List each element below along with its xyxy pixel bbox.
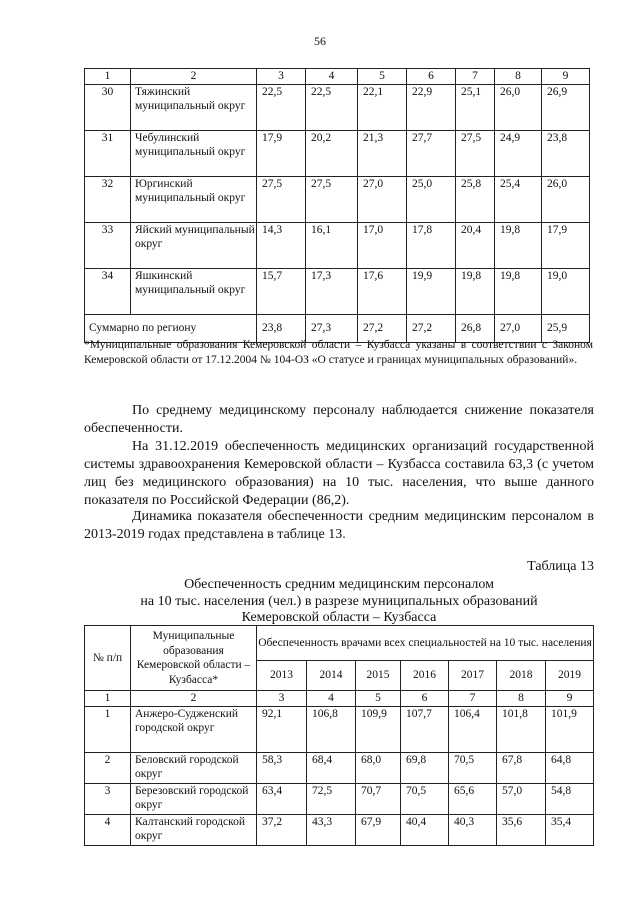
value-cell: 17,0 bbox=[358, 222, 407, 268]
value-cell: 25,4 bbox=[495, 176, 542, 222]
column-number: 5 bbox=[356, 691, 401, 707]
value-cell: 65,6 bbox=[449, 783, 497, 814]
column-number: 8 bbox=[495, 69, 542, 85]
value-cell: 26,9 bbox=[542, 84, 590, 130]
year-header: 2015 bbox=[356, 661, 401, 691]
table-caption-line-2: на 10 тыс. населения (чел.) в разрезе муниципальных образований bbox=[140, 594, 538, 609]
value-cell: 27,7 bbox=[407, 130, 456, 176]
value-cell: 106,4 bbox=[449, 706, 497, 752]
value-cell: 27,5 bbox=[456, 130, 495, 176]
column-number: 7 bbox=[456, 69, 495, 85]
value-cell: 19,8 bbox=[495, 268, 542, 314]
value-cell: 68,4 bbox=[307, 752, 356, 783]
value-cell: 26,0 bbox=[495, 84, 542, 130]
value-cell: 17,9 bbox=[257, 130, 306, 176]
row-number: 2 bbox=[85, 752, 131, 783]
value-cell: 16,1 bbox=[306, 222, 358, 268]
value-cell: 54,8 bbox=[546, 783, 594, 814]
value-cell: 107,7 bbox=[401, 706, 449, 752]
row-number: 34 bbox=[85, 268, 131, 314]
row-number: 1 bbox=[85, 706, 131, 752]
value-cell: 37,2 bbox=[257, 814, 307, 845]
value-cell: 22,5 bbox=[306, 84, 358, 130]
value-cell: 106,8 bbox=[307, 706, 356, 752]
header-group: Обеспеченность врачами всех специальностей на 10 тыс. населения bbox=[257, 626, 594, 661]
table-row bbox=[85, 176, 590, 222]
year-header: 2013 bbox=[257, 661, 307, 691]
total-value: 26,8 bbox=[456, 314, 495, 342]
header-municipality: Муниципальные образования Кемеровской области – Кузбасса* bbox=[131, 626, 257, 691]
header-number-row bbox=[85, 691, 594, 707]
column-number: 6 bbox=[401, 691, 449, 707]
table-caption-line-3: Кемеровской области – Кузбасса bbox=[241, 610, 437, 625]
value-cell: 27,5 bbox=[257, 176, 306, 222]
footnote: *Муниципальные образования Кемеровской области – Кузбасса указаны в соответствии с Законом Кемеровской области от 17.12.2004 № 104-ОЗ «О статусе и границах муниципальных образований». bbox=[84, 339, 593, 366]
municipality-name: Тяжинский муниципальный округ bbox=[131, 84, 257, 130]
column-number: 9 bbox=[546, 691, 594, 707]
value-cell: 19,9 bbox=[407, 268, 456, 314]
municipality-name: Березовский городской округ bbox=[131, 783, 257, 814]
table-row bbox=[85, 268, 590, 314]
value-cell: 22,1 bbox=[358, 84, 407, 130]
value-cell: 22,9 bbox=[407, 84, 456, 130]
table-row bbox=[85, 752, 594, 783]
table-row bbox=[85, 130, 590, 176]
table-row bbox=[85, 814, 594, 845]
value-cell: 43,3 bbox=[307, 814, 356, 845]
year-header: 2016 bbox=[401, 661, 449, 691]
column-number: 2 bbox=[131, 691, 257, 707]
total-value: 27,3 bbox=[306, 314, 358, 342]
table-caption-line-1: Обеспеченность средним медицинским персоналом bbox=[184, 577, 494, 592]
paragraph-1: По среднему медицинскому персоналу наблюдается снижение показателя обеспеченности. bbox=[84, 403, 594, 436]
row-number: 32 bbox=[85, 176, 131, 222]
column-number: 2 bbox=[131, 69, 257, 85]
value-cell: 68,0 bbox=[356, 752, 401, 783]
value-cell: 21,3 bbox=[358, 130, 407, 176]
total-value: 27,2 bbox=[407, 314, 456, 342]
table-row bbox=[85, 84, 590, 130]
year-header: 2017 bbox=[449, 661, 497, 691]
value-cell: 24,9 bbox=[495, 130, 542, 176]
value-cell: 26,0 bbox=[542, 176, 590, 222]
column-number: 7 bbox=[449, 691, 497, 707]
value-cell: 58,3 bbox=[257, 752, 307, 783]
column-number: 3 bbox=[257, 69, 306, 85]
value-cell: 19,8 bbox=[456, 268, 495, 314]
municipality-name: Чебулинский муниципальный округ bbox=[131, 130, 257, 176]
page-number: 56 bbox=[314, 34, 326, 48]
header-number-row bbox=[85, 69, 590, 85]
value-cell: 70,7 bbox=[356, 783, 401, 814]
column-number: 4 bbox=[306, 69, 358, 85]
row-number: 33 bbox=[85, 222, 131, 268]
value-cell: 20,4 bbox=[456, 222, 495, 268]
value-cell: 57,0 bbox=[497, 783, 546, 814]
table-row bbox=[85, 783, 594, 814]
column-number: 8 bbox=[497, 691, 546, 707]
continuation-table bbox=[84, 68, 590, 343]
table-row bbox=[85, 222, 590, 268]
value-cell: 25,8 bbox=[456, 176, 495, 222]
value-cell: 19,0 bbox=[542, 268, 590, 314]
value-cell: 14,3 bbox=[257, 222, 306, 268]
total-label: Суммарно по региону bbox=[85, 314, 257, 342]
municipality-name: Беловский городской округ bbox=[131, 752, 257, 783]
total-value: 27,2 bbox=[358, 314, 407, 342]
municipality-name: Калтанский городской округ bbox=[131, 814, 257, 845]
paragraph-2: На 31.12.2019 обеспеченность медицинских организаций государственной системы здравоохранения Кемеровской области – Кузбасса составила 63,3 (с учетом лиц без медицинского образования) на 10 тыс. населения, что выше данного показателя по Российской Федерации (86,2). bbox=[84, 439, 594, 508]
value-cell: 35,6 bbox=[497, 814, 546, 845]
value-cell: 70,5 bbox=[401, 783, 449, 814]
row-number: 3 bbox=[85, 783, 131, 814]
value-cell: 22,5 bbox=[257, 84, 306, 130]
table-row bbox=[85, 706, 594, 752]
year-header: 2018 bbox=[497, 661, 546, 691]
column-number: 5 bbox=[358, 69, 407, 85]
row-number: 30 bbox=[85, 84, 131, 130]
value-cell: 101,8 bbox=[497, 706, 546, 752]
value-cell: 72,5 bbox=[307, 783, 356, 814]
value-cell: 17,6 bbox=[358, 268, 407, 314]
value-cell: 17,3 bbox=[306, 268, 358, 314]
value-cell: 70,5 bbox=[449, 752, 497, 783]
value-cell: 27,0 bbox=[358, 176, 407, 222]
value-cell: 67,8 bbox=[497, 752, 546, 783]
total-value: 25,9 bbox=[542, 314, 590, 342]
value-cell: 35,4 bbox=[546, 814, 594, 845]
value-cell: 40,4 bbox=[401, 814, 449, 845]
municipality-name: Яйский муниципальный округ bbox=[131, 222, 257, 268]
paragraph-3: Динамика показателя обеспеченности средним медицинским персоналом в 2013-2019 годах представлена в таблице 13. bbox=[84, 509, 594, 542]
column-number: 1 bbox=[85, 69, 131, 85]
municipality-name: Юргинский муниципальный округ bbox=[131, 176, 257, 222]
value-cell: 25,0 bbox=[407, 176, 456, 222]
value-cell: 109,9 bbox=[356, 706, 401, 752]
year-header: 2019 bbox=[546, 661, 594, 691]
value-cell: 17,9 bbox=[542, 222, 590, 268]
column-number: 4 bbox=[307, 691, 356, 707]
value-cell: 20,2 bbox=[306, 130, 358, 176]
header-num: № п/п bbox=[85, 626, 131, 691]
value-cell: 92,1 bbox=[257, 706, 307, 752]
row-number: 4 bbox=[85, 814, 131, 845]
value-cell: 25,1 bbox=[456, 84, 495, 130]
column-number: 9 bbox=[542, 69, 590, 85]
municipality-name: Анжеро-Судженский городской округ bbox=[131, 706, 257, 752]
staffing-table bbox=[84, 625, 594, 846]
total-value: 27,0 bbox=[495, 314, 542, 342]
year-header: 2014 bbox=[307, 661, 356, 691]
value-cell: 17,8 bbox=[407, 222, 456, 268]
value-cell: 19,8 bbox=[495, 222, 542, 268]
table-label: Таблица 13 bbox=[527, 559, 594, 574]
total-value: 23,8 bbox=[257, 314, 306, 342]
value-cell: 101,9 bbox=[546, 706, 594, 752]
value-cell: 27,5 bbox=[306, 176, 358, 222]
value-cell: 23,8 bbox=[542, 130, 590, 176]
value-cell: 15,7 bbox=[257, 268, 306, 314]
column-number: 3 bbox=[257, 691, 307, 707]
row-number: 31 bbox=[85, 130, 131, 176]
value-cell: 64,8 bbox=[546, 752, 594, 783]
column-number: 6 bbox=[407, 69, 456, 85]
value-cell: 63,4 bbox=[257, 783, 307, 814]
municipality-name: Яшкинский муниципальный округ bbox=[131, 268, 257, 314]
value-cell: 69,8 bbox=[401, 752, 449, 783]
value-cell: 40,3 bbox=[449, 814, 497, 845]
value-cell: 67,9 bbox=[356, 814, 401, 845]
column-number: 1 bbox=[85, 691, 131, 707]
